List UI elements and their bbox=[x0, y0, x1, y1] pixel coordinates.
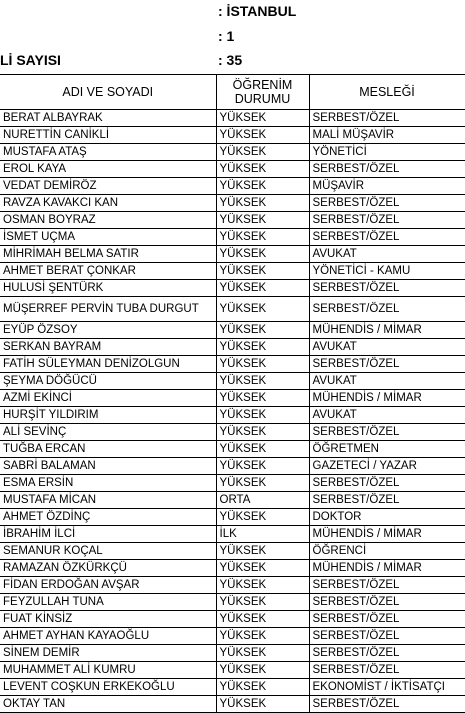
profession-cell: MÜHENDİS / MİMAR bbox=[309, 322, 465, 339]
profession-cell: SERBEST/ÖZEL bbox=[309, 195, 465, 212]
column-header-profession: MESLEĞİ bbox=[309, 75, 465, 110]
candidate-table bbox=[0, 74, 465, 713]
candidate-name-cell: HURŞİT YILDIRIM bbox=[0, 407, 216, 424]
candidate-name-cell: EROL KAYA bbox=[0, 161, 216, 178]
candidate-name-cell: AHMET BERAT ÇONKAR bbox=[0, 263, 216, 280]
column-header-education-text: ÖĞRENİM DURUMU bbox=[232, 78, 293, 106]
profession-cell: AVUKAT bbox=[309, 339, 465, 356]
education-cell: YÜKSEK bbox=[216, 696, 309, 713]
profession-cell: SERBEST/ÖZEL bbox=[309, 645, 465, 662]
profession-cell: SERBEST/ÖZEL bbox=[309, 577, 465, 594]
profession-cell: DOKTOR bbox=[309, 509, 465, 526]
education-cell: YÜKSEK bbox=[216, 322, 309, 339]
table-row bbox=[0, 110, 465, 127]
candidate-count-label: Lİ SAYISI bbox=[0, 52, 61, 68]
candidate-name-cell: SİNEM DEMİR bbox=[0, 645, 216, 662]
profession-cell: MALİ MÜŞAVİR bbox=[309, 127, 465, 144]
education-cell: YÜKSEK bbox=[216, 611, 309, 628]
list-number-value: : 1 bbox=[218, 28, 235, 44]
candidate-name-cell: FEYZULLAH TUNA bbox=[0, 594, 216, 611]
candidate-name-cell: OKTAY TAN bbox=[0, 696, 216, 713]
candidate-name-cell: MİHRİMAH BELMA SATIR bbox=[0, 246, 216, 263]
candidate-name-cell: AZMİ EKİNCİ bbox=[0, 390, 216, 407]
table-row bbox=[0, 526, 465, 543]
education-cell: YÜKSEK bbox=[216, 458, 309, 475]
education-cell: ORTA bbox=[216, 492, 309, 509]
table-row bbox=[0, 229, 465, 246]
candidate-name-cell: VEDAT DEMİRÖZ bbox=[0, 178, 216, 195]
education-cell: YÜKSEK bbox=[216, 127, 309, 144]
candidate-name-cell: İBRAHİM İLCİ bbox=[0, 526, 216, 543]
table-row bbox=[0, 322, 465, 339]
table-row bbox=[0, 127, 465, 144]
profession-cell: SERBEST/ÖZEL bbox=[309, 212, 465, 229]
profession-cell: SERBEST/ÖZEL bbox=[309, 475, 465, 492]
profession-cell: SERBEST/ÖZEL bbox=[309, 594, 465, 611]
candidate-name-cell: İSMET UÇMA bbox=[0, 229, 216, 246]
candidate-name-cell: EYÜP ÖZSOY bbox=[0, 322, 216, 339]
document-header bbox=[0, 0, 465, 74]
candidate-name-cell: OSMAN BOYRAZ bbox=[0, 212, 216, 229]
education-cell: YÜKSEK bbox=[216, 356, 309, 373]
table-row bbox=[0, 339, 465, 356]
education-cell: YÜKSEK bbox=[216, 577, 309, 594]
education-cell: YÜKSEK bbox=[216, 263, 309, 280]
profession-cell: MÜHENDİS / MİMAR bbox=[309, 560, 465, 577]
profession-cell: SERBEST/ÖZEL bbox=[309, 297, 465, 322]
table-row bbox=[0, 645, 465, 662]
profession-cell: YÖNETİCİ - KAMU bbox=[309, 263, 465, 280]
candidate-name-cell: ESMA ERSİN bbox=[0, 475, 216, 492]
candidate-name-cell: SABRİ BALAMAN bbox=[0, 458, 216, 475]
candidate-name-cell: ALİ SEVİNÇ bbox=[0, 424, 216, 441]
table-row bbox=[0, 390, 465, 407]
education-cell: YÜKSEK bbox=[216, 161, 309, 178]
education-cell: YÜKSEK bbox=[216, 212, 309, 229]
table-row bbox=[0, 696, 465, 713]
candidate-name-cell: LEVENT COŞKUN ERKEKOĞLU bbox=[0, 679, 216, 696]
table-row bbox=[0, 407, 465, 424]
candidate-name-cell: FİDAN ERDOĞAN AVŞAR bbox=[0, 577, 216, 594]
candidate-name-cell: MUHAMMET ALİ KUMRU bbox=[0, 662, 216, 679]
profession-cell: SERBEST/ÖZEL bbox=[309, 110, 465, 127]
profession-cell: MÜHENDİS / MİMAR bbox=[309, 390, 465, 407]
education-cell: YÜKSEK bbox=[216, 195, 309, 212]
table-row bbox=[0, 543, 465, 560]
table-row bbox=[0, 280, 465, 297]
education-cell: YÜKSEK bbox=[216, 339, 309, 356]
education-cell: YÜKSEK bbox=[216, 543, 309, 560]
profession-cell: SERBEST/ÖZEL bbox=[309, 229, 465, 246]
candidate-name-cell: AHMET AYHAN KAYAOĞLU bbox=[0, 628, 216, 645]
education-cell: YÜKSEK bbox=[216, 246, 309, 263]
candidate-name-cell: MUSTAFA ATAŞ bbox=[0, 144, 216, 161]
table-row bbox=[0, 611, 465, 628]
education-cell: YÜKSEK bbox=[216, 628, 309, 645]
table-row bbox=[0, 662, 465, 679]
table-row bbox=[0, 246, 465, 263]
candidate-name-cell: TUĞBA ERCAN bbox=[0, 441, 216, 458]
education-cell: YÜKSEK bbox=[216, 441, 309, 458]
table-row bbox=[0, 441, 465, 458]
education-cell: YÜKSEK bbox=[216, 110, 309, 127]
profession-cell: SERBEST/ÖZEL bbox=[309, 696, 465, 713]
education-cell: YÜKSEK bbox=[216, 560, 309, 577]
profession-cell: SERBEST/ÖZEL bbox=[309, 424, 465, 441]
education-cell: YÜKSEK bbox=[216, 178, 309, 195]
profession-cell: SERBEST/ÖZEL bbox=[309, 628, 465, 645]
profession-cell: AVUKAT bbox=[309, 373, 465, 390]
table-row bbox=[0, 356, 465, 373]
table-row bbox=[0, 560, 465, 577]
candidate-name-cell: RAMAZAN ÖZKÜRKÇÜ bbox=[0, 560, 216, 577]
profession-cell: AVUKAT bbox=[309, 407, 465, 424]
profession-cell: EKONOMİST / İKTİSATÇI bbox=[309, 679, 465, 696]
table-row bbox=[0, 628, 465, 645]
candidate-name-cell: ŞEYMA DÖĞÜCÜ bbox=[0, 373, 216, 390]
profession-cell: SERBEST/ÖZEL bbox=[309, 356, 465, 373]
education-cell: YÜKSEK bbox=[216, 645, 309, 662]
profession-cell: ÖĞRETMEN bbox=[309, 441, 465, 458]
candidate-name-cell: SEMANUR KOÇAL bbox=[0, 543, 216, 560]
candidate-name-cell: NURETTİN CANİKLİ bbox=[0, 127, 216, 144]
profession-cell: MÜŞAVİR bbox=[309, 178, 465, 195]
profession-cell: SERBEST/ÖZEL bbox=[309, 662, 465, 679]
education-cell: İLK bbox=[216, 526, 309, 543]
candidate-rows bbox=[0, 110, 465, 713]
candidate-name-cell: FATİH SÜLEYMAN DENİZOLGUN bbox=[0, 356, 216, 373]
candidate-name-cell: RAVZA KAVAKCI KAN bbox=[0, 195, 216, 212]
table-row bbox=[0, 679, 465, 696]
table-row bbox=[0, 144, 465, 161]
table-row bbox=[0, 594, 465, 611]
profession-cell: SERBEST/ÖZEL bbox=[309, 611, 465, 628]
education-cell: YÜKSEK bbox=[216, 475, 309, 492]
table-row bbox=[0, 577, 465, 594]
table-row bbox=[0, 509, 465, 526]
profession-cell: ÖĞRENCİ bbox=[309, 543, 465, 560]
education-cell: YÜKSEK bbox=[216, 390, 309, 407]
education-cell: YÜKSEK bbox=[216, 297, 309, 322]
province-value: : İSTANBUL bbox=[218, 3, 297, 19]
education-cell: YÜKSEK bbox=[216, 679, 309, 696]
table-row bbox=[0, 263, 465, 280]
column-header-name: ADI VE SOYADI bbox=[0, 75, 216, 110]
table-row bbox=[0, 492, 465, 509]
candidate-name-cell: BERAT ALBAYRAK bbox=[0, 110, 216, 127]
candidate-name-cell: MUSTAFA MİCAN bbox=[0, 492, 216, 509]
candidate-count-value: : 35 bbox=[218, 52, 243, 68]
table-row bbox=[0, 373, 465, 390]
education-cell: YÜKSEK bbox=[216, 424, 309, 441]
profession-cell: SERBEST/ÖZEL bbox=[309, 161, 465, 178]
table-row bbox=[0, 475, 465, 492]
education-cell: YÜKSEK bbox=[216, 280, 309, 297]
profession-cell: SERBEST/ÖZEL bbox=[309, 280, 465, 297]
table-row bbox=[0, 195, 465, 212]
education-cell: YÜKSEK bbox=[216, 144, 309, 161]
education-cell: YÜKSEK bbox=[216, 662, 309, 679]
profession-cell: MÜHENDİS / MİMAR bbox=[309, 526, 465, 543]
table-header-row bbox=[0, 75, 465, 110]
education-cell: YÜKSEK bbox=[216, 229, 309, 246]
candidate-name-cell: FUAT KİNSİZ bbox=[0, 611, 216, 628]
table-row bbox=[0, 458, 465, 475]
education-cell: YÜKSEK bbox=[216, 373, 309, 390]
table-row bbox=[0, 178, 465, 195]
candidate-name-cell: MÜŞERREF PERVİN TUBA DURGUT bbox=[0, 297, 216, 322]
table-row bbox=[0, 424, 465, 441]
table-row bbox=[0, 161, 465, 178]
profession-cell: SERBEST/ÖZEL bbox=[309, 492, 465, 509]
candidate-name-cell: AHMET ÖZDİNÇ bbox=[0, 509, 216, 526]
profession-cell: AVUKAT bbox=[309, 246, 465, 263]
profession-cell: YÖNETİCİ bbox=[309, 144, 465, 161]
profession-cell: GAZETECİ / YAZAR bbox=[309, 458, 465, 475]
education-cell: YÜKSEK bbox=[216, 407, 309, 424]
table-row bbox=[0, 212, 465, 229]
candidate-name-cell: HULUSİ ŞENTÜRK bbox=[0, 280, 216, 297]
education-cell: YÜKSEK bbox=[216, 594, 309, 611]
education-cell: YÜKSEK bbox=[216, 509, 309, 526]
table-row bbox=[0, 297, 465, 322]
candidate-name-cell: SERKAN BAYRAM bbox=[0, 339, 216, 356]
column-header-education bbox=[216, 75, 309, 110]
